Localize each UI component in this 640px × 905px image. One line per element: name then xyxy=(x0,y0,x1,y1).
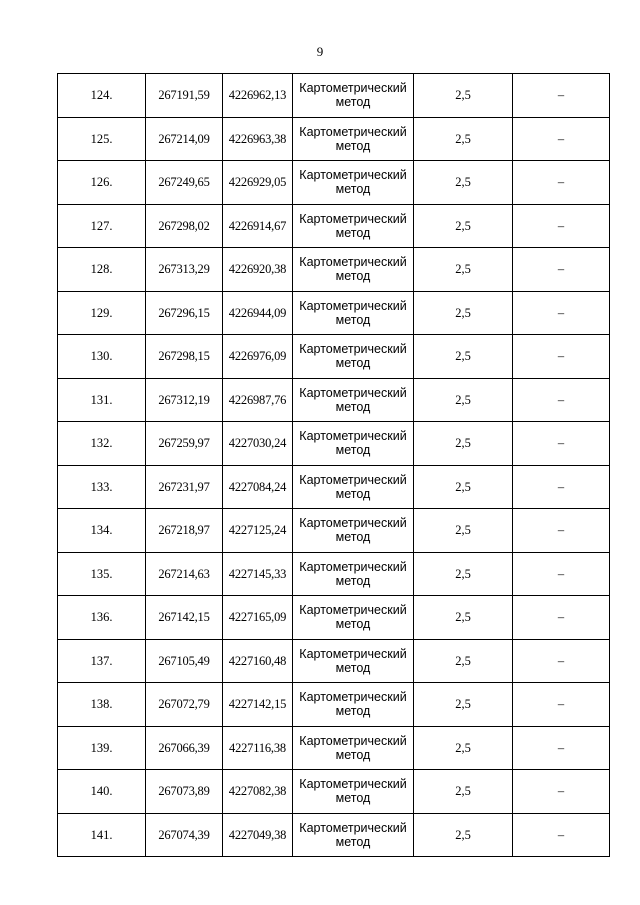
table-row xyxy=(58,74,610,118)
method-cell xyxy=(293,813,414,857)
page-number: 9 xyxy=(316,44,324,59)
x-coordinate-cell: 267214,63 xyxy=(146,552,223,596)
method-line-2: метод xyxy=(335,312,371,327)
point-number-cell: 129. xyxy=(58,291,146,335)
method-cell xyxy=(293,422,414,466)
table-row xyxy=(58,291,610,335)
method-cell xyxy=(293,639,414,683)
note-cell: – xyxy=(513,596,610,640)
x-coordinate-cell: 267074,39 xyxy=(146,813,223,857)
table-row xyxy=(58,161,610,205)
method-cell xyxy=(293,726,414,770)
method-cell xyxy=(293,596,414,640)
y-coordinate-cell: 4227116,38 xyxy=(223,726,293,770)
x-coordinate-cell: 267259,97 xyxy=(146,422,223,466)
point-number-cell: 132. xyxy=(58,422,146,466)
method-line-2: метод xyxy=(335,138,371,153)
method-line-2: метод xyxy=(335,399,371,414)
method-cell xyxy=(293,378,414,422)
y-coordinate-cell: 4226929,05 xyxy=(223,161,293,205)
method-cell xyxy=(293,248,414,292)
y-coordinate-cell: 4227160,48 xyxy=(223,639,293,683)
note-cell: – xyxy=(513,335,610,379)
accuracy-cell: 2,5 xyxy=(414,639,513,683)
method-cell xyxy=(293,291,414,335)
x-coordinate-cell: 267142,15 xyxy=(146,596,223,640)
method-line-2: метод xyxy=(335,269,371,284)
point-number-cell: 138. xyxy=(58,683,146,727)
method-line-1: Картометрический xyxy=(299,211,407,226)
x-coordinate-cell: 267066,39 xyxy=(146,726,223,770)
method-line-1: Картометрический xyxy=(299,385,407,400)
method-line-1: Картометрический xyxy=(299,342,407,357)
point-number-cell: 140. xyxy=(58,770,146,814)
method-line-2: метод xyxy=(335,660,371,675)
method-line-1: Картометрический xyxy=(299,690,407,705)
method-line-1: Картометрический xyxy=(299,603,407,618)
x-coordinate-cell: 267191,59 xyxy=(146,74,223,118)
method-cell xyxy=(293,74,414,118)
y-coordinate-cell: 4226962,13 xyxy=(223,74,293,118)
x-coordinate-cell: 267312,19 xyxy=(146,378,223,422)
method-line-1: Картометрический xyxy=(299,733,407,748)
x-coordinate-cell: 267218,97 xyxy=(146,509,223,553)
y-coordinate-cell: 4227145,33 xyxy=(223,552,293,596)
table-row xyxy=(58,117,610,161)
y-coordinate-cell: 4227049,38 xyxy=(223,813,293,857)
method-line-1: Картометрический xyxy=(299,298,407,313)
accuracy-cell: 2,5 xyxy=(414,74,513,118)
x-coordinate-cell: 267073,89 xyxy=(146,770,223,814)
point-number-cell: 128. xyxy=(58,248,146,292)
point-number-cell: 133. xyxy=(58,465,146,509)
note-cell: – xyxy=(513,422,610,466)
method-line-1: Картометрический xyxy=(299,255,407,270)
method-line-2: метод xyxy=(335,573,371,588)
method-line-2: метод xyxy=(335,443,371,458)
point-number-cell: 131. xyxy=(58,378,146,422)
note-cell: – xyxy=(513,117,610,161)
method-line-1: Картометрический xyxy=(299,559,407,574)
y-coordinate-cell: 4227030,24 xyxy=(223,422,293,466)
y-coordinate-cell: 4227084,24 xyxy=(223,465,293,509)
note-cell: – xyxy=(513,509,610,553)
point-number-cell: 130. xyxy=(58,335,146,379)
table-row xyxy=(58,378,610,422)
accuracy-cell: 2,5 xyxy=(414,813,513,857)
method-line-1: Картометрический xyxy=(299,81,407,96)
table-row xyxy=(58,639,610,683)
method-line-2: метод xyxy=(335,225,371,240)
y-coordinate-cell: 4226920,38 xyxy=(223,248,293,292)
point-number-cell: 126. xyxy=(58,161,146,205)
table-row xyxy=(58,726,610,770)
note-cell: – xyxy=(513,74,610,118)
y-coordinate-cell: 4227082,38 xyxy=(223,770,293,814)
method-cell xyxy=(293,509,414,553)
x-coordinate-cell: 267231,97 xyxy=(146,465,223,509)
y-coordinate-cell: 4226963,38 xyxy=(223,117,293,161)
note-cell: – xyxy=(513,683,610,727)
table-row xyxy=(58,770,610,814)
method-line-2: метод xyxy=(335,704,371,719)
method-line-2: метод xyxy=(335,486,371,501)
coordinates-table-body xyxy=(58,74,610,857)
accuracy-cell: 2,5 xyxy=(414,552,513,596)
note-cell: – xyxy=(513,248,610,292)
note-cell: – xyxy=(513,204,610,248)
x-coordinate-cell: 267214,09 xyxy=(146,117,223,161)
method-cell xyxy=(293,117,414,161)
x-coordinate-cell: 267249,65 xyxy=(146,161,223,205)
accuracy-cell: 2,5 xyxy=(414,335,513,379)
method-line-2: метод xyxy=(335,834,371,849)
note-cell: – xyxy=(513,726,610,770)
x-coordinate-cell: 267298,02 xyxy=(146,204,223,248)
method-line-1: Картометрический xyxy=(299,168,407,183)
method-line-1: Картометрический xyxy=(299,820,407,835)
method-line-1: Картометрический xyxy=(299,472,407,487)
method-line-1: Картометрический xyxy=(299,429,407,444)
table-row xyxy=(58,683,610,727)
accuracy-cell: 2,5 xyxy=(414,509,513,553)
method-cell xyxy=(293,770,414,814)
y-coordinate-cell: 4227125,24 xyxy=(223,509,293,553)
note-cell: – xyxy=(513,291,610,335)
point-number-cell: 141. xyxy=(58,813,146,857)
note-cell: – xyxy=(513,465,610,509)
point-number-cell: 134. xyxy=(58,509,146,553)
table-row xyxy=(58,248,610,292)
y-coordinate-cell: 4227165,09 xyxy=(223,596,293,640)
table-row xyxy=(58,813,610,857)
coordinates-table xyxy=(57,73,610,857)
method-cell xyxy=(293,161,414,205)
table-row xyxy=(58,422,610,466)
accuracy-cell: 2,5 xyxy=(414,248,513,292)
method-line-1: Картометрический xyxy=(299,646,407,661)
accuracy-cell: 2,5 xyxy=(414,465,513,509)
y-coordinate-cell: 4226976,09 xyxy=(223,335,293,379)
method-line-2: метод xyxy=(335,747,371,762)
point-number-cell: 124. xyxy=(58,74,146,118)
x-coordinate-cell: 267296,15 xyxy=(146,291,223,335)
accuracy-cell: 2,5 xyxy=(414,726,513,770)
note-cell: – xyxy=(513,639,610,683)
accuracy-cell: 2,5 xyxy=(414,291,513,335)
note-cell: – xyxy=(513,161,610,205)
accuracy-cell: 2,5 xyxy=(414,204,513,248)
y-coordinate-cell: 4226944,09 xyxy=(223,291,293,335)
accuracy-cell: 2,5 xyxy=(414,770,513,814)
method-line-1: Картометрический xyxy=(299,516,407,531)
note-cell: – xyxy=(513,770,610,814)
method-line-2: метод xyxy=(335,530,371,545)
x-coordinate-cell: 267313,29 xyxy=(146,248,223,292)
point-number-cell: 135. xyxy=(58,552,146,596)
accuracy-cell: 2,5 xyxy=(414,378,513,422)
table-row xyxy=(58,596,610,640)
accuracy-cell: 2,5 xyxy=(414,683,513,727)
point-number-cell: 125. xyxy=(58,117,146,161)
method-line-1: Картометрический xyxy=(299,777,407,792)
table-row xyxy=(58,465,610,509)
method-line-2: метод xyxy=(335,95,371,110)
method-cell xyxy=(293,552,414,596)
point-number-cell: 127. xyxy=(58,204,146,248)
method-line-2: метод xyxy=(335,182,371,197)
table-row xyxy=(58,335,610,379)
method-cell xyxy=(293,683,414,727)
y-coordinate-cell: 4227142,15 xyxy=(223,683,293,727)
note-cell: – xyxy=(513,813,610,857)
note-cell: – xyxy=(513,552,610,596)
method-cell xyxy=(293,465,414,509)
note-cell: – xyxy=(513,378,610,422)
accuracy-cell: 2,5 xyxy=(414,117,513,161)
y-coordinate-cell: 4226987,76 xyxy=(223,378,293,422)
method-cell xyxy=(293,204,414,248)
y-coordinate-cell: 4226914,67 xyxy=(223,204,293,248)
table-row xyxy=(58,552,610,596)
method-line-2: метод xyxy=(335,791,371,806)
method-line-1: Картометрический xyxy=(299,124,407,139)
method-cell xyxy=(293,335,414,379)
point-number-cell: 136. xyxy=(58,596,146,640)
x-coordinate-cell: 267072,79 xyxy=(146,683,223,727)
table-row xyxy=(58,509,610,553)
x-coordinate-cell: 267105,49 xyxy=(146,639,223,683)
accuracy-cell: 2,5 xyxy=(414,596,513,640)
method-line-2: метод xyxy=(335,356,371,371)
table-row xyxy=(58,204,610,248)
point-number-cell: 137. xyxy=(58,639,146,683)
method-line-2: метод xyxy=(335,617,371,632)
x-coordinate-cell: 267298,15 xyxy=(146,335,223,379)
accuracy-cell: 2,5 xyxy=(414,422,513,466)
accuracy-cell: 2,5 xyxy=(414,161,513,205)
point-number-cell: 139. xyxy=(58,726,146,770)
